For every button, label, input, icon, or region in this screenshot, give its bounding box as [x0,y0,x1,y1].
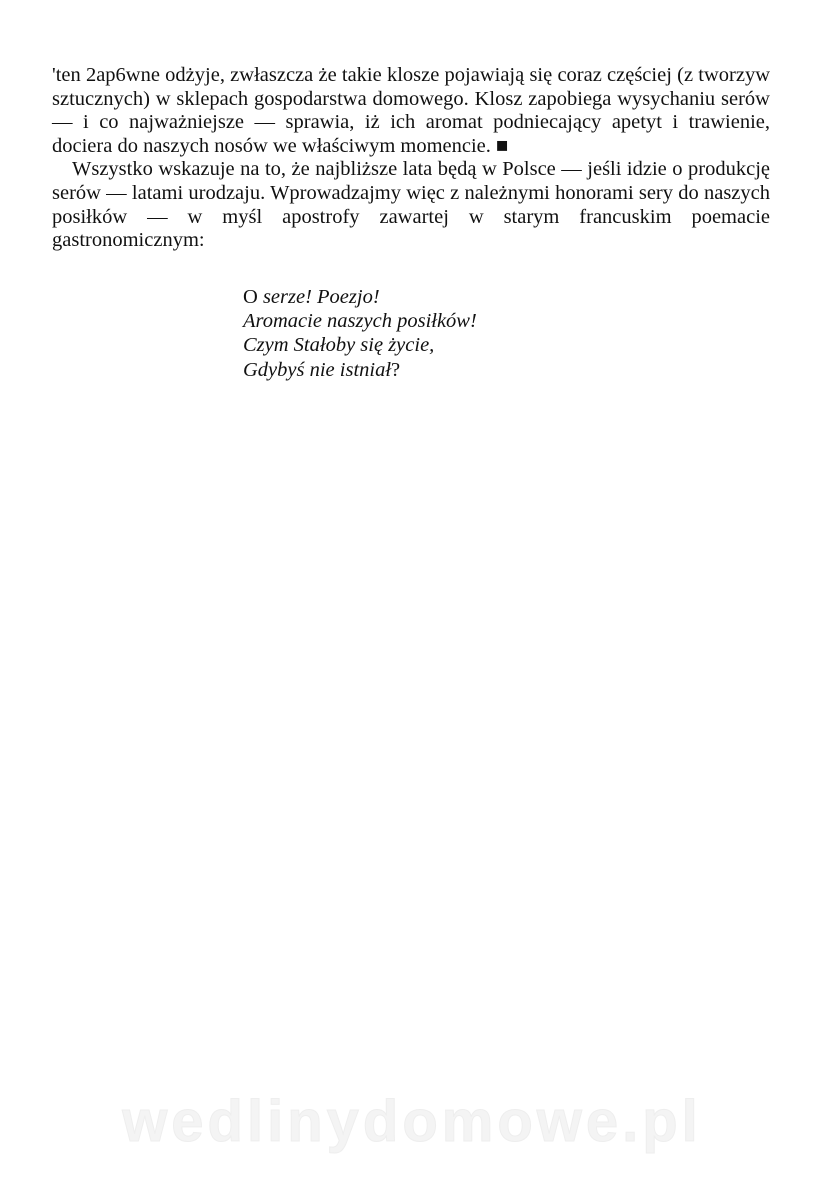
poem-line-1-italic: serze! Poezjo! [262,286,380,308]
poem-line-1 [243,285,477,309]
poem-line-4 [243,358,477,382]
poem-line-1-prefix: O [243,286,263,308]
poem-quote [243,285,477,382]
poem-line-2: Aromacie naszych posiłków! [243,310,477,333]
paragraph-cheese-dome: 'ten 2ap6wne odżyje, zwłaszcza że takie klosze pojawiają się coraz częściej (z tworzyw sztucznych) w sklepach gospodarstwa domowego. Klosz zapobiega wysychaniu serów — i co najważniejsze — sprawia, iż ich aromat podniecający apetyt i trawienie, dociera do naszych nosów we właściwym momencie. ■ [52,64,770,157]
poem-line-4-suffix: ? [391,358,401,381]
poem-line-3: Czym Stałoby się życie, [243,334,435,357]
watermark: wedlinydomowe.pl [122,1089,702,1154]
paragraph-cheese-production: Wszystko wskazuje na to, że najbliższe lata będą w Polsce — jeśli idzie o produkcję serów — latami urodzaju. Wprowadzajmy więc z należnymi honorami sery do naszych posiłków — w myśl apostrofy zawartej w starym francuskim poemacie gastronomicznym: [52,158,770,252]
body-text [52,64,770,253]
poem-line-4-italic: Gdybyś nie istniał [243,358,392,381]
